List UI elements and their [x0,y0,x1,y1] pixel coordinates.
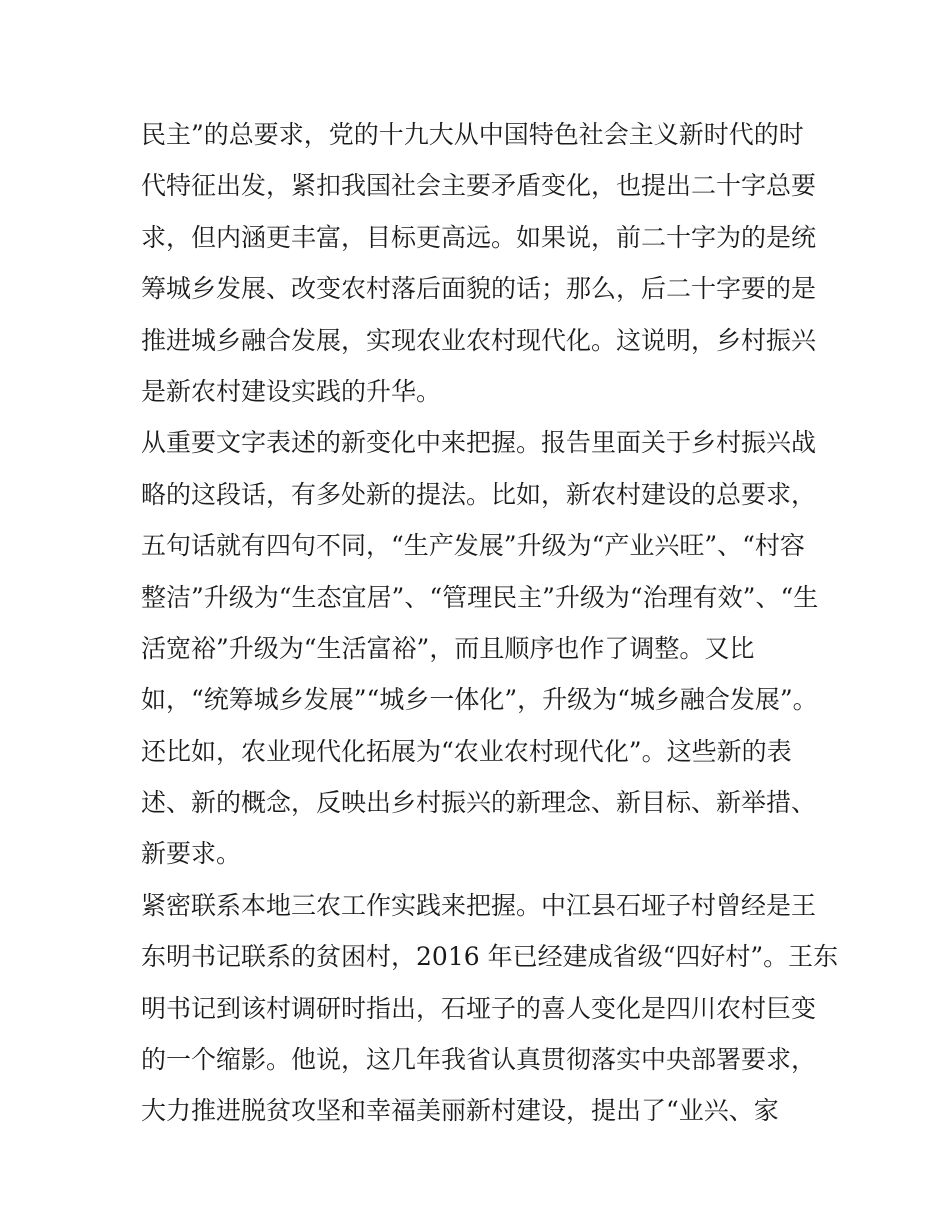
text-line: 五句话就有四句不同，“生产发展”升级为“产业兴旺”、“村容 [141,531,805,561]
text-line: 东明书记联系的贫困村，2016 年已经建成省级“四好村”。王东 [141,942,839,972]
text-line: 述、新的概念，反映出乡村振兴的新理念、新目标、新举措、 [141,788,817,818]
body-text [141,109,839,1137]
text-line: 的一个缩影。他说，这几年我省认真贯彻落实中央部署要求， [141,1045,817,1075]
text-line: 筹城乡发展、改变农村落后面貌的话；那么，后二十字要的是 [141,274,817,304]
text-line: 求，但内涵更丰富，目标更高远。如果说，前二十字为的是统 [141,222,817,252]
text-line: 紧密联系本地三农工作实践来把握。中江县石垭子村曾经是王 [141,890,817,920]
text-line: 明书记到该村调研时指出，石垭子的喜人变化是四川农村巨变 [141,993,817,1023]
text-line: 活宽裕”升级为“生活富裕”，而且顺序也作了调整。又比 [141,633,755,663]
text-line: 整洁”升级为“生态宜居”、“管理民主”升级为“治理有效”、“生 [141,582,819,612]
text-line: 推进城乡融合发展，实现农业农村现代化。这说明，乡村振兴 [141,325,817,355]
text-line: 大力推进脱贫攻坚和幸福美丽新村建设，提出了“业兴、家 [141,1096,779,1126]
text-line: 民主”的总要求，党的十九大从中国特色社会主义新时代的时 [141,120,804,149]
text-line: 略的这段话，有多处新的提法。比如，新农村建设的总要求， [141,479,817,509]
text-line: 从重要文字表述的新变化中来把握。报告里面关于乡村振兴战 [141,428,817,458]
text-line: 是新农村建设实践的升华。 [141,376,442,406]
text-line: 代特征出发，紧扣我国社会主要矛盾变化，也提出二十字总要 [141,171,817,201]
text-line: 还比如，农业现代化拓展为“农业农村现代化”。这些新的表 [141,736,792,766]
text-line: 新要求。 [141,839,242,869]
text-line: 如，“统筹城乡发展”“城乡一体化”，升级为“城乡融合发展”。 [141,685,818,715]
